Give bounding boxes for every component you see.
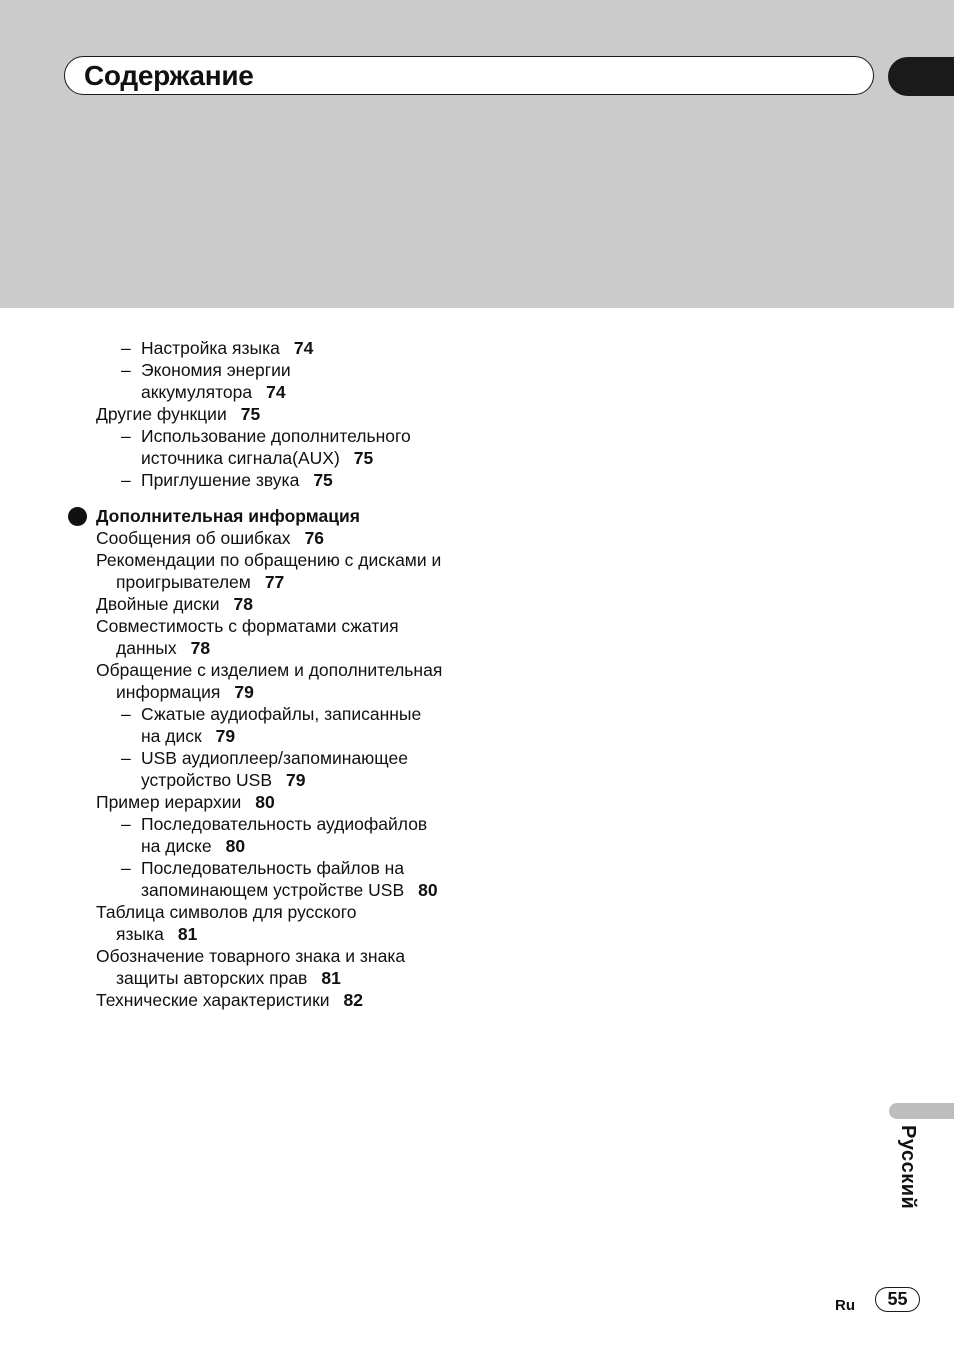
toc-entry-title: Другие функции	[96, 404, 227, 424]
toc-entry-dual-discs[interactable]	[0, 593, 600, 615]
dash-marker: –	[121, 858, 131, 878]
toc-entry-mute[interactable]	[0, 469, 600, 491]
toc-entry-usb-file-order[interactable]	[0, 857, 600, 901]
toc-page-number: 79	[215, 726, 236, 746]
toc-page-number: 76	[304, 528, 325, 548]
toc-entry-title-cont: на диске	[141, 836, 212, 856]
toc-entry-russian-charset[interactable]	[0, 901, 600, 945]
toc-entry-title: Последовательность файлов на	[141, 858, 405, 878]
toc-entry-disc-handling[interactable]	[0, 549, 600, 593]
toc-entry-title: Использование дополнительного	[141, 426, 411, 446]
toc-entry-title: Рекомендации по обращению с дисками и	[96, 550, 442, 570]
dash-marker: –	[121, 360, 131, 380]
toc-page-number: 80	[255, 792, 275, 812]
toc-page-number: 75	[240, 404, 261, 424]
toc-page-number: 75	[353, 448, 374, 468]
section-title: Дополнительная информация	[96, 506, 360, 526]
dash-marker: –	[121, 814, 131, 834]
toc-entry-title-cont: данных	[116, 638, 177, 658]
toc-entry-title-cont: источника сигнала(AUX)	[141, 448, 340, 468]
toc-entry-product-handling[interactable]	[0, 659, 600, 703]
toc-page-number: 74	[293, 338, 314, 358]
page-number: 55	[875, 1287, 920, 1312]
toc-entry-title: Настройка языка	[141, 338, 280, 358]
toc-entry-title-cont: проигрывателем	[116, 572, 251, 592]
toc-page-number: 79	[234, 682, 254, 702]
toc-entry-title-cont: на диск	[141, 726, 202, 746]
toc-page-number: 74	[266, 382, 286, 402]
toc-entry-other-functions[interactable]	[0, 403, 600, 425]
toc-page-number: 78	[233, 594, 253, 614]
toc-page-number: 79	[286, 770, 306, 790]
toc-entry-title: Сообщения об ошибках	[96, 528, 291, 548]
page-title: Содержание	[84, 60, 254, 91]
language-tab	[889, 1103, 954, 1119]
header-background	[0, 0, 954, 308]
dash-marker: –	[121, 704, 131, 724]
toc-page-number: 81	[177, 924, 198, 944]
toc-entry-title: Обращение с изделием и дополнительная	[96, 660, 443, 680]
dash-marker: –	[121, 748, 131, 768]
toc-entry-title-cont: запоминающем устройстве USB	[141, 880, 405, 900]
toc-entry-title: Приглушение звука	[141, 470, 300, 490]
toc-entry-title-cont: защиты авторских прав	[116, 968, 308, 988]
toc-page-number: 75	[313, 470, 333, 490]
toc-page-number: 80	[225, 836, 246, 856]
chapter-tab	[888, 57, 954, 96]
toc-section-heading[interactable]	[0, 505, 600, 527]
toc-entry-title: Совместимость с форматами сжатия	[96, 616, 399, 636]
toc-entry-title: Пример иерархии	[96, 792, 242, 812]
toc-entry-compression-compat[interactable]	[0, 615, 600, 659]
toc-entry-hierarchy-example[interactable]	[0, 791, 600, 813]
toc-entry-title-cont: устройство USB	[141, 770, 273, 790]
toc-entry-title: Экономия энергии	[141, 360, 291, 380]
toc-page-number: 80	[418, 880, 438, 900]
toc-page-number: 82	[343, 990, 363, 1010]
toc-page-number: 77	[264, 572, 285, 592]
toc-entry-error-messages[interactable]	[0, 527, 600, 549]
toc-page-number: 81	[321, 968, 341, 988]
dash-marker: –	[121, 470, 131, 490]
toc-entry-language-setting[interactable]	[0, 337, 600, 359]
toc-entry-title: Двойные диски	[96, 594, 220, 614]
toc-entry-title-cont: информация	[116, 682, 221, 702]
toc-entry-title: Таблица символов для русского	[96, 902, 357, 922]
dash-marker: –	[121, 338, 131, 358]
toc-entry-battery-saving[interactable]	[0, 359, 600, 403]
toc-entry-specifications[interactable]	[0, 989, 600, 1011]
table-of-contents	[0, 337, 600, 1011]
toc-entry-compressed-audio[interactable]	[0, 703, 600, 747]
toc-entry-title-cont: языка	[116, 924, 164, 944]
toc-entry-aux-source[interactable]	[0, 425, 600, 469]
language-side-label: Русский	[897, 1125, 919, 1210]
toc-entry-title-cont: аккумулятора	[141, 382, 253, 402]
footer-language-code: Ru	[835, 1297, 855, 1314]
toc-entry-title: Сжатые аудиофайлы, записанные	[141, 704, 422, 724]
toc-entry-title: USB аудиоплеер/запоминающее	[141, 748, 408, 768]
section-bullet-icon	[68, 507, 87, 526]
dash-marker: –	[121, 426, 131, 446]
toc-entry-trademarks[interactable]	[0, 945, 600, 989]
toc-entry-title: Последовательность аудиофайлов	[141, 814, 428, 834]
toc-page-number: 78	[190, 638, 211, 658]
toc-entry-usb-player[interactable]	[0, 747, 600, 791]
toc-entry-title: Технические характеристики	[96, 990, 330, 1010]
toc-entry-title: Обозначение товарного знака и знака	[96, 946, 406, 966]
toc-entry-disc-file-order[interactable]	[0, 813, 600, 857]
